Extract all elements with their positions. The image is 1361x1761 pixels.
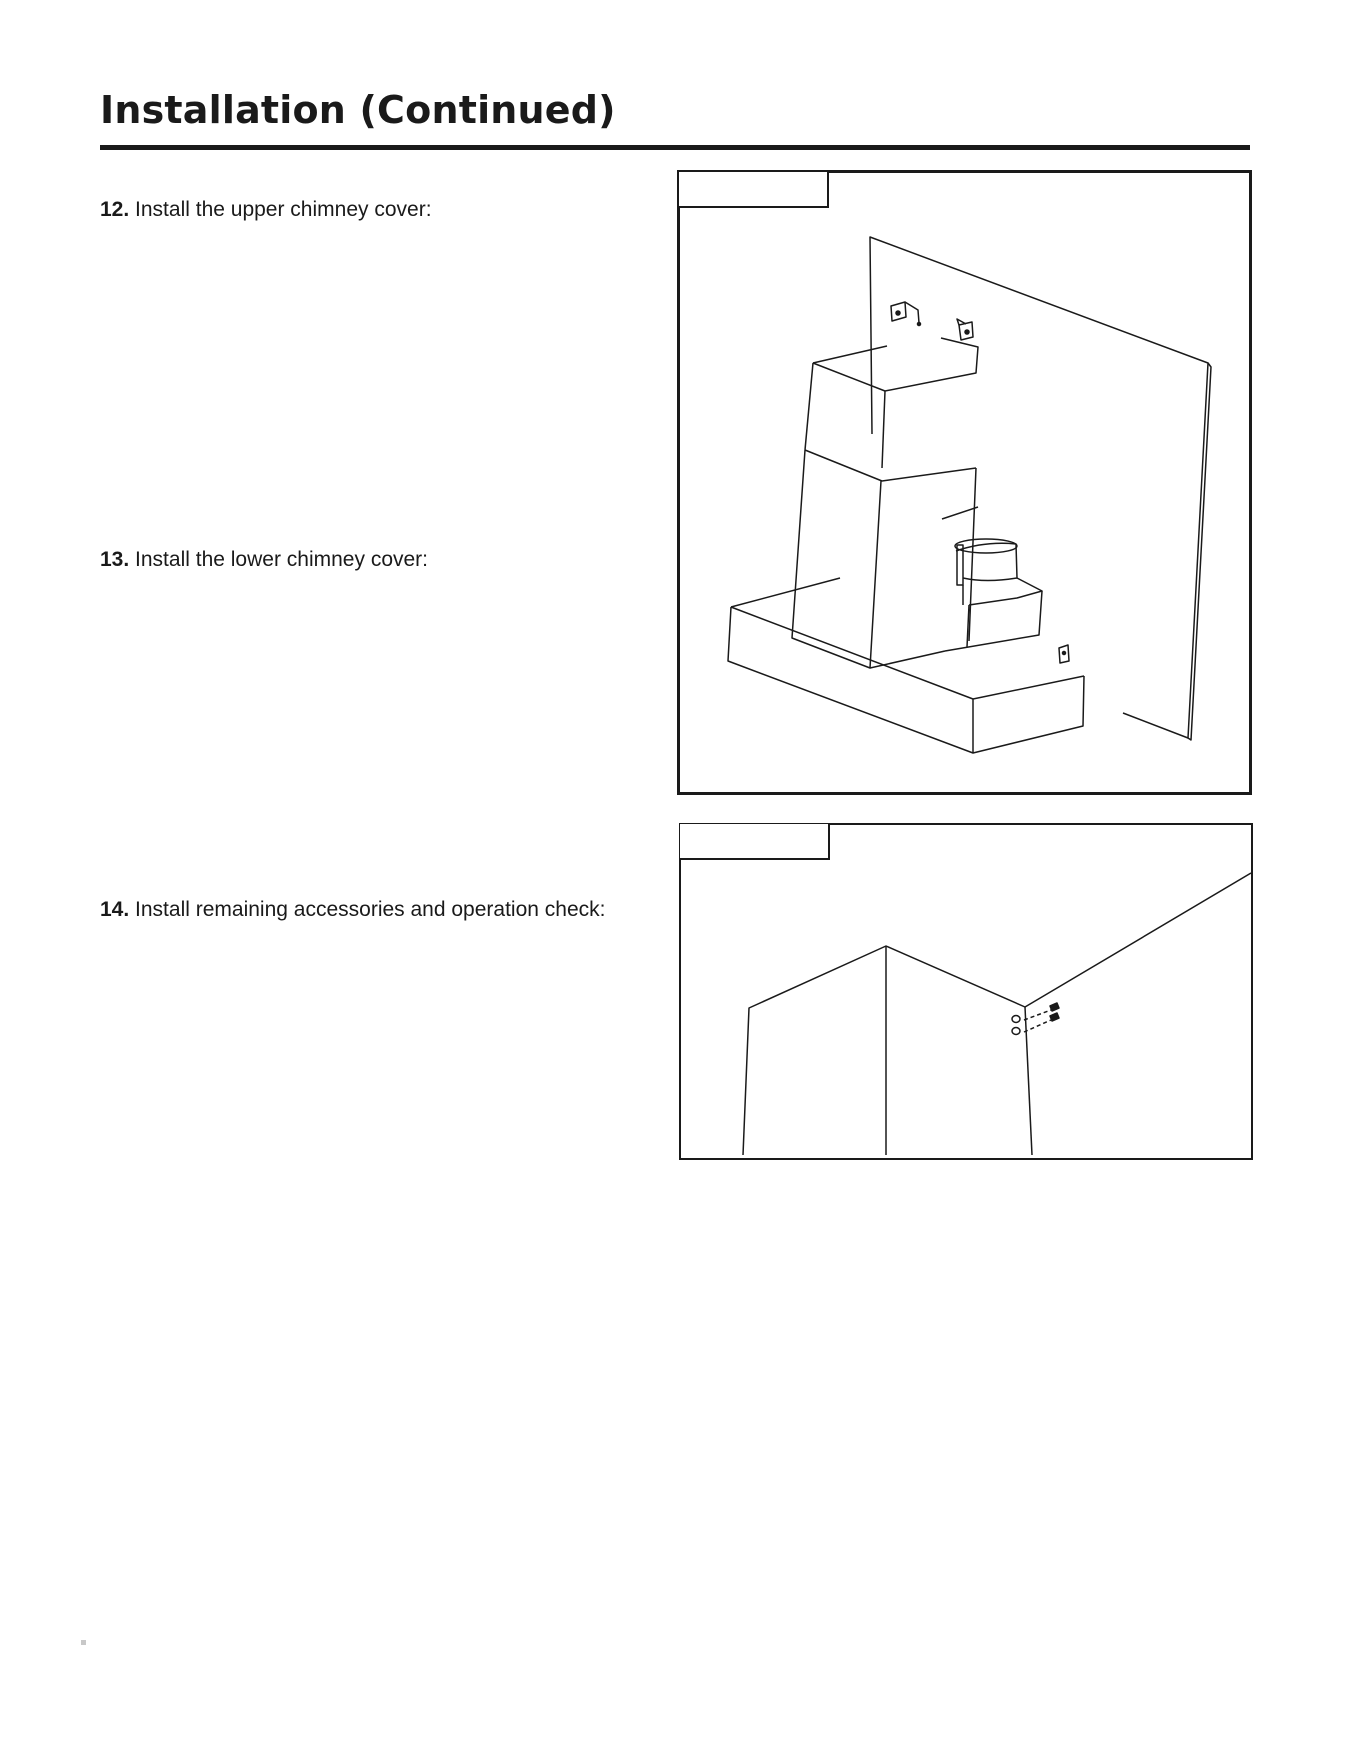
page-title: Installation (Continued) <box>100 88 616 132</box>
step-13-text: Install the lower chimney cover: <box>135 548 429 571</box>
upper-chimney-cover-illustration <box>680 173 1249 792</box>
step-12 <box>100 198 432 222</box>
title-divider <box>100 145 1250 150</box>
figure-upper-chimney-cover <box>677 170 1252 795</box>
page-marker <box>81 1640 86 1645</box>
chimney-cover-screw-illustration <box>681 825 1251 1158</box>
step-12-text: Install the upper chimney cover: <box>135 198 432 221</box>
step-13 <box>100 548 428 572</box>
step-14-number: 14. <box>100 898 130 921</box>
figure-chimney-screws <box>679 823 1253 1160</box>
step-14-text: Install remaining accessories and operation check: <box>135 898 606 921</box>
step-13-number: 13. <box>100 548 130 571</box>
step-14 <box>100 898 605 922</box>
step-12-number: 12. <box>100 198 130 221</box>
